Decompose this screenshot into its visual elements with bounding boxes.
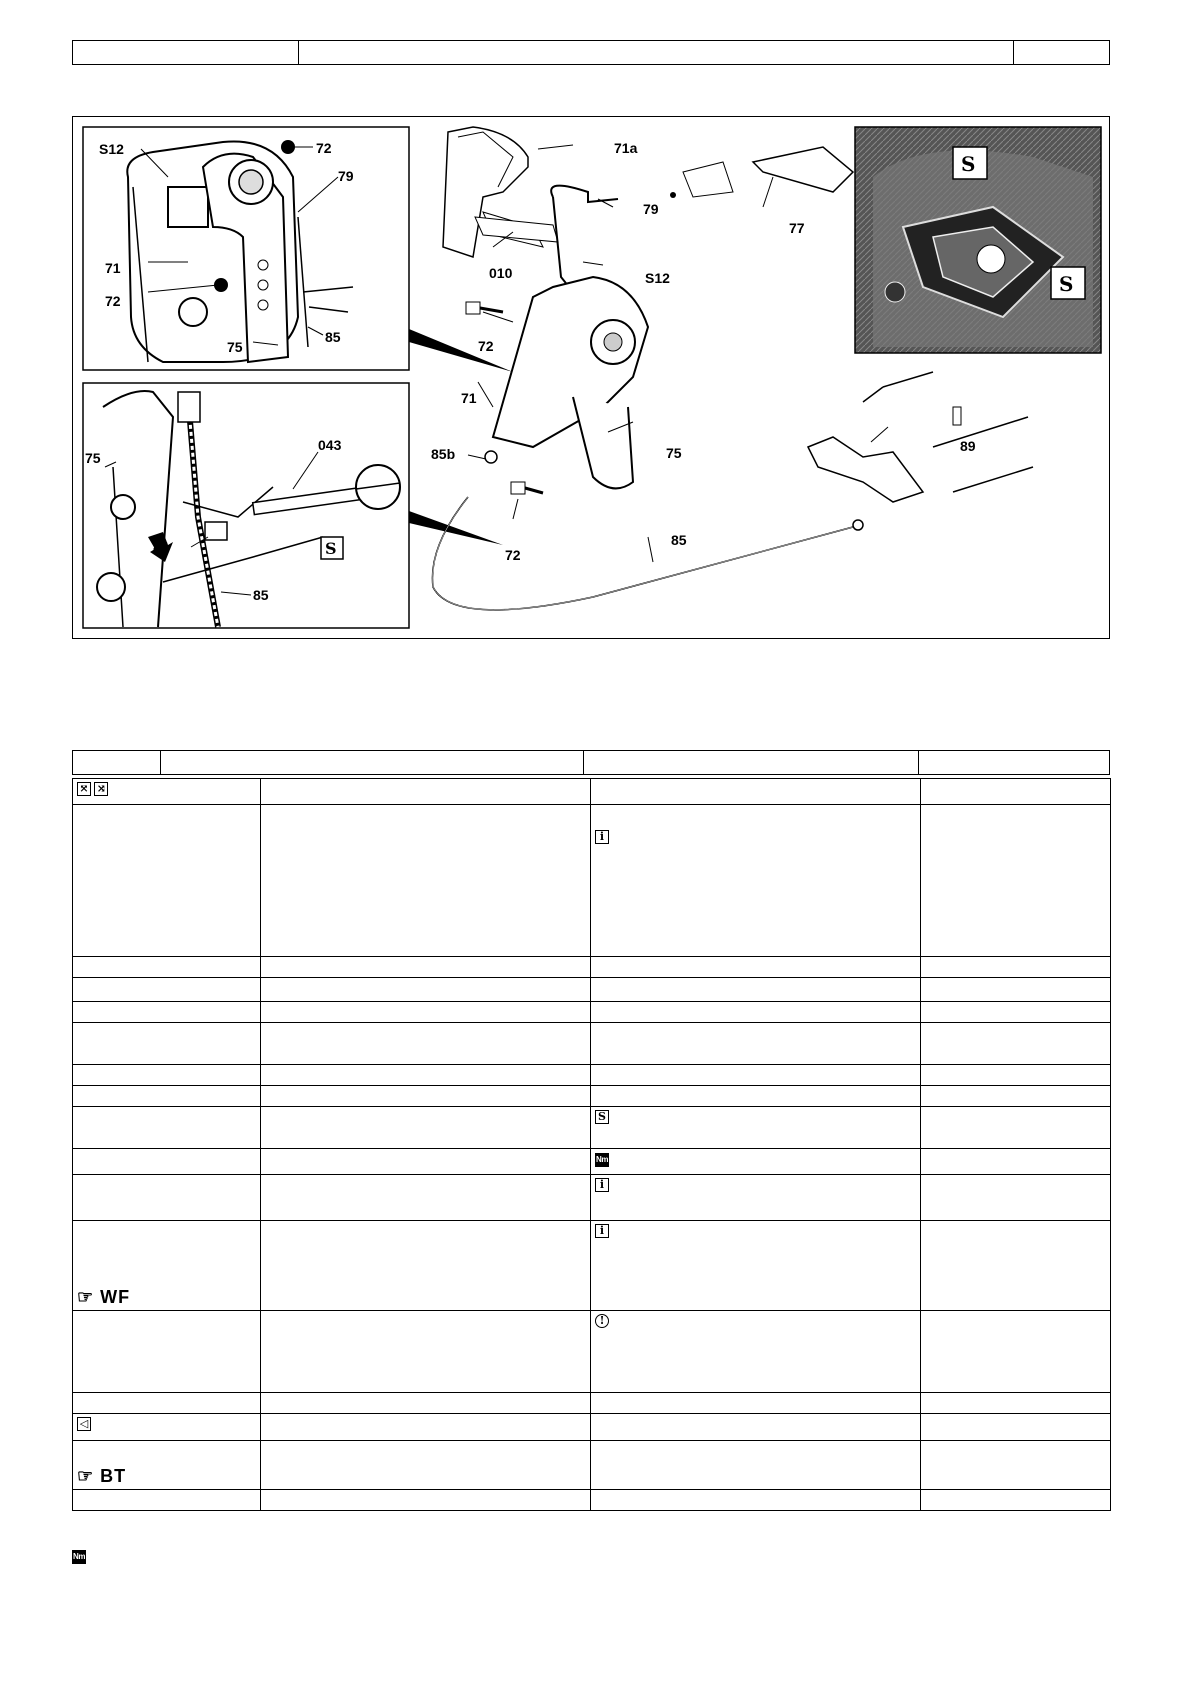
header-cell-center xyxy=(299,41,1015,64)
label-79: 79 xyxy=(643,201,659,217)
header-cell xyxy=(583,751,918,775)
svg-text:S: S xyxy=(961,152,976,176)
table-row xyxy=(73,1023,1111,1065)
expand-icon: ⤧ xyxy=(77,782,91,796)
table-row xyxy=(73,1107,1111,1149)
label-79: 79 xyxy=(338,168,354,184)
figure-drawing xyxy=(73,117,1111,640)
label-043: 043 xyxy=(318,437,342,453)
work-steps-table xyxy=(72,778,1111,1511)
table-row xyxy=(73,1490,1111,1511)
info-icon: i xyxy=(595,1178,609,1192)
table-row xyxy=(73,1149,1111,1175)
label-72: 72 xyxy=(505,547,521,563)
table-row xyxy=(73,978,1111,1002)
warning-icon: ! xyxy=(595,1314,609,1328)
header-cell xyxy=(918,751,1109,775)
label-010: 010 xyxy=(489,265,513,281)
footer-note xyxy=(72,1546,86,1564)
table-header-row xyxy=(72,750,1110,775)
special-tool-icon: S xyxy=(595,1110,609,1124)
label-s12: S12 xyxy=(99,141,124,157)
label-72: 72 xyxy=(316,140,332,156)
label-85b: 85b xyxy=(431,446,456,462)
table-row xyxy=(73,1175,1111,1221)
label-s12: S12 xyxy=(645,270,670,286)
label-85: 85 xyxy=(671,532,687,548)
label-75: 75 xyxy=(227,339,243,355)
label-72: 72 xyxy=(478,338,494,354)
table-row xyxy=(73,1086,1111,1107)
table-row xyxy=(73,1441,1111,1490)
label-77: 77 xyxy=(789,220,805,236)
table-row xyxy=(73,1065,1111,1086)
torque-icon: Nm xyxy=(72,1550,86,1564)
table-row xyxy=(73,1414,1111,1441)
svg-text:S: S xyxy=(1059,272,1074,296)
hand-pointer-wf-icon: ☞ WF xyxy=(77,1287,131,1307)
label-71: 71 xyxy=(105,260,121,276)
connector-wedge xyxy=(409,511,503,545)
back-arrow-icon: ◁ xyxy=(77,1417,91,1431)
table-row xyxy=(73,1221,1111,1311)
label-85: 85 xyxy=(253,587,269,603)
table-row xyxy=(73,957,1111,978)
label-84: 84 xyxy=(153,539,169,555)
label-75: 75 xyxy=(666,445,682,461)
connector-wedge xyxy=(409,329,513,372)
label-72: 72 xyxy=(105,293,121,309)
label-89: 89 xyxy=(960,438,976,454)
header-cell-left xyxy=(73,41,299,64)
inset-detail-top-left xyxy=(83,127,409,370)
info-icon: i xyxy=(595,830,609,844)
exploded-view-figure xyxy=(72,116,1110,639)
table-row xyxy=(73,1393,1111,1414)
label-71a: 71a xyxy=(614,140,638,156)
photo-inset xyxy=(855,127,1101,353)
table-row xyxy=(73,805,1111,957)
label-85: 85 xyxy=(325,329,341,345)
header-cell-right xyxy=(1014,41,1109,64)
page-header xyxy=(72,40,1110,65)
label-75: 75 xyxy=(85,450,101,466)
collapse-icon: ⤨ xyxy=(94,782,108,796)
table-row xyxy=(73,779,1111,805)
label-71: 71 xyxy=(461,390,477,406)
torque-icon: Nm xyxy=(595,1153,609,1167)
header-cell xyxy=(73,751,161,775)
table-row xyxy=(73,1002,1111,1023)
table-cell xyxy=(73,779,261,805)
header-cell xyxy=(161,751,584,775)
svg-text:S: S xyxy=(325,539,337,558)
hand-pointer-bt-icon: ☞ BT xyxy=(77,1466,127,1486)
inset-detail-bottom-left xyxy=(83,383,409,628)
info-icon: i xyxy=(595,1224,609,1238)
table-row xyxy=(73,1311,1111,1393)
